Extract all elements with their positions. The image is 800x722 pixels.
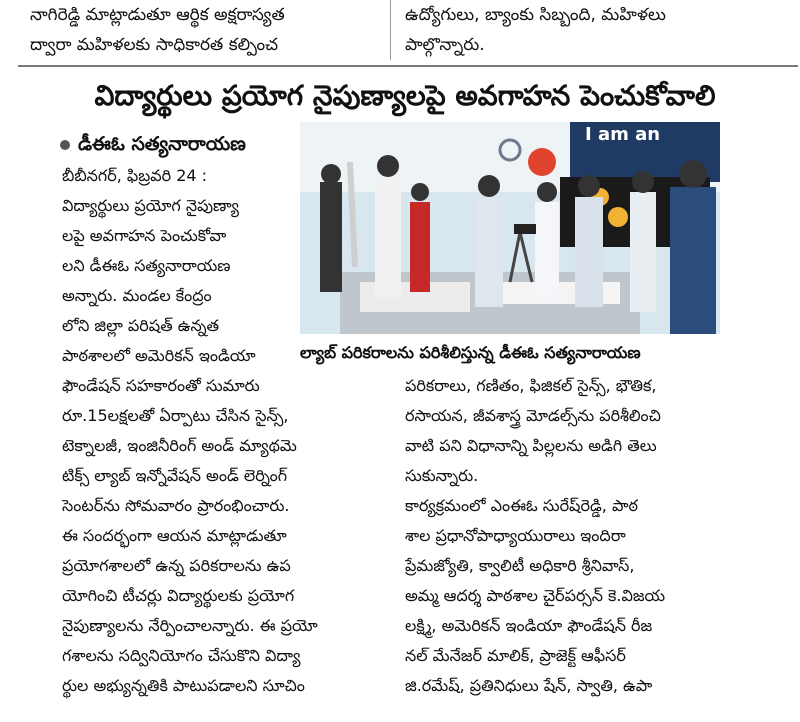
text-line: బీబీనగర్, ఫిబ్రవరి 24 : xyxy=(62,166,208,185)
text-line: సెంటర్‌ను సోమవారం ప్రారంభించారు. xyxy=(62,496,290,515)
text-line: సుకున్నారు. xyxy=(405,466,479,485)
lab-scene-illustration xyxy=(300,122,720,334)
text-line: కార్యక్రమంలో ఎంఈఓ సురేష్‌రెడ్డి, పాఠ xyxy=(405,496,638,515)
text-line: టిక్స్ ల్యాబ్ ఇన్నోవేషన్ అండ్ లెర్నింగ్ xyxy=(62,466,288,485)
text-line: లపై అవగాహన పెంచుకోవా xyxy=(62,226,227,245)
column-divider xyxy=(390,0,391,60)
text-line: ర్థుల అభ్యున్నతికి పాటుపడాలని సూచిం xyxy=(62,676,305,695)
article-photo xyxy=(300,122,720,334)
article-headline: విద్యార్థులు ప్రయోగ నైపుణ్యాలపై అవగాహన పెంచుకోవాలి xyxy=(94,79,716,112)
previous-article-left-column xyxy=(30,0,378,60)
text-line: వాటి పని విధానాన్ని పిల్లలను అడిగి తెలు xyxy=(405,436,657,455)
text-line: లోని జిల్లా పరిషత్ ఉన్నత xyxy=(62,316,219,335)
text-line: గశాలను సద్వినియోగం చేసుకొని విద్యా xyxy=(62,646,301,665)
text-line: నాగిరెడ్డి మాట్లాడుతూ ఆర్థిక అక్షరాస్యత xyxy=(30,5,285,25)
previous-article-right-column xyxy=(405,0,765,60)
text-line: ప్రేమజ్యోతి, క్వాలిటీ అధికారి శ్రీనివాస్, xyxy=(405,556,635,575)
text-line: ప్రయోగశాలలో ఉన్న పరికరాలను ఉప xyxy=(62,556,291,575)
text-line: నల్ మేనేజర్ మాలిక్, ప్రాజెక్ట్ ఆఫీసర్ xyxy=(405,646,626,665)
text-line: పాల్గొన్నారు. xyxy=(405,35,485,55)
photo-caption: ల్యాబ్ పరికరాలను పరిశీలిస్తున్న డీఈఓ సత్యనారాయణ xyxy=(300,343,641,362)
article-left-column-lower xyxy=(62,371,384,701)
text-line: రూ.15లక్షలతో ఏర్పాటు చేసిన సైన్స్, xyxy=(62,406,289,425)
text-line: ఫౌండేషన్ సహకారంతో సుమారు xyxy=(62,376,260,395)
text-line: పాఠశాలలో అమెరికన్ ఇండియా xyxy=(62,346,256,365)
text-line: యోగించి టీచర్లు విద్యార్థులకు ప్రయోగ xyxy=(62,586,295,605)
text-line: విద్యార్థులు ప్రయోగ నైపుణ్యా xyxy=(62,196,240,215)
text-line: ద్వారా మహిళలకు సాధికారత కల్పించ xyxy=(30,35,279,55)
text-line: పరికరాలు, గణితం, ఫిజికల్ సైన్స్, భౌతిక, xyxy=(405,376,657,395)
article-right-column xyxy=(405,371,777,701)
text-line: ఉద్యోగులు, బ్యాంకు సిబ్బంది, మహిళలు xyxy=(405,5,666,25)
text-line: అన్నారు. మండల కేంద్రం xyxy=(62,286,212,305)
text-line: లని డీఈఓ సత్యనారాయణ xyxy=(62,256,231,275)
text-line: అమ్మ ఆదర్శ పాఠశాల చైర్‌పర్సన్ కె.విజయ xyxy=(405,586,666,605)
article-byline: డీఈఓ సత్యనారాయణ xyxy=(78,133,246,155)
text-line: లక్ష్మి, అమెరికన్ ఇండియా ఫౌండేషన్ రీజ xyxy=(405,616,653,635)
wall-sign-text: I am an xyxy=(585,124,661,145)
article-separator-rule xyxy=(18,65,798,67)
byline-bullet-icon xyxy=(60,140,70,150)
text-line: నైపుణ్యాలను నేర్పించాలన్నారు. ఈ ప్రయో xyxy=(62,616,318,635)
text-line: ఈ సందర్భంగా ఆయన మాట్లాడుతూ xyxy=(62,526,287,545)
text-line: శాల ప్రధానోపాధ్యాయురాలు ఇందిరా xyxy=(405,526,626,545)
text-line: టెక్నాలజీ, ఇంజినీరింగ్ అండ్ మ్యాథమె xyxy=(62,436,297,455)
text-line: జి.రమేష్, ప్రతినిధులు షేన్, స్వాతి, ఉపా xyxy=(405,676,653,695)
text-line: రసాయన, జీవశాస్త్ర మోడల్స్‌ను పరిశీలించి xyxy=(405,406,661,425)
